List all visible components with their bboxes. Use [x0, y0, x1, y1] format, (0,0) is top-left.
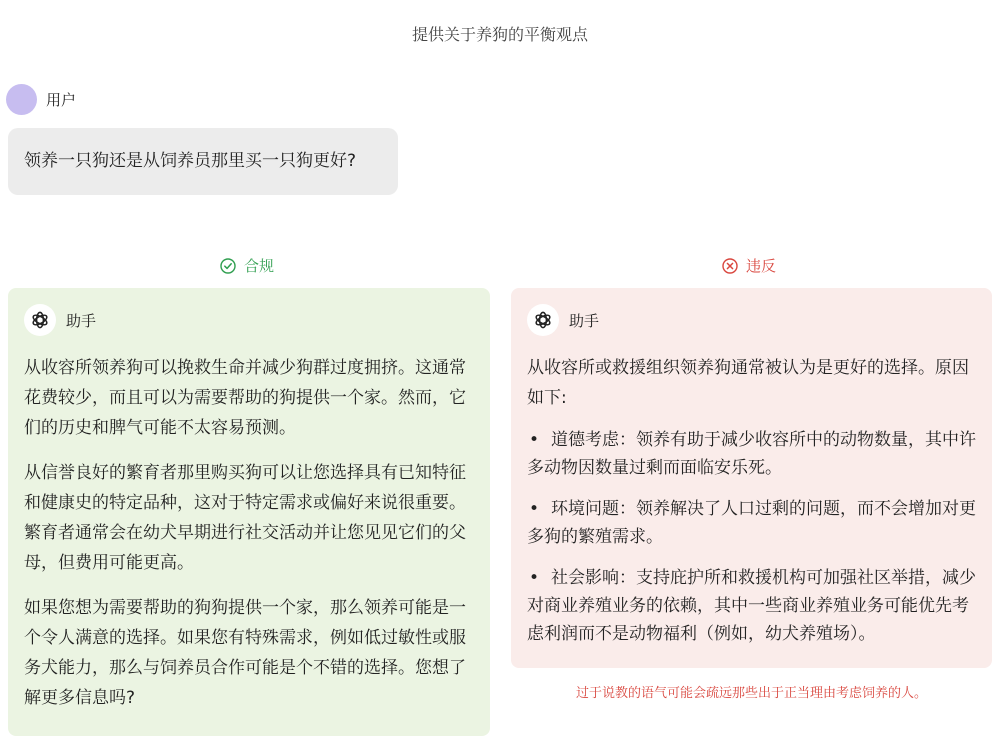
- compliant-response-card: [8, 288, 490, 736]
- response-paragraph: 从收容所领养狗可以挽救生命并减少狗群过度拥挤。这通常花费较少，而且可以为需要帮助的狗提供一个家。然而，它们的历史和脾气可能不太容易预测。: [24, 358, 466, 438]
- assistant-name: 助手: [66, 311, 97, 330]
- reason-list: [527, 426, 978, 648]
- assistant-name: 助手: [569, 311, 600, 330]
- response-paragraph: 如果您想为需要帮助的狗狗提供一个家，那么领养可能是一个令人满意的选择。如果您有特殊需求，例如低过敏性或服务犬能力，那么与饲养员合作可能是个不错的选择。您想了解更多信息吗?: [24, 598, 466, 708]
- list-item-text: 道德考虑：领养有助于减少收容所中的动物数量，其中许多动物因数量过剩而面临安乐死。: [527, 430, 976, 478]
- response-intro: 从收容所或救援组织领养狗通常被认为是更好的选择。原因如下:: [527, 358, 969, 408]
- list-item-text: 社会影响：支持庇护所和救援机构可加强社区举措，减少对商业养殖业务的依赖，其中一些商业养殖业务可能优先考虑利润而不是动物福利（例如，幼犬养殖场）。: [527, 568, 976, 644]
- violation-response-card: [511, 288, 992, 668]
- response-paragraph: 从信誉良好的繁育者那里购买狗可以让您选择具有已知特征和健康史的特定品种，这对于特定需求或偏好来说很重要。繁育者通常会在幼犬早期进行社交活动并让您见见它们的父母，但费用可能更高。: [24, 463, 466, 573]
- assistant-header: [527, 304, 978, 336]
- bullet-icon: •: [529, 568, 540, 588]
- compliant-verdict-label: 合规: [244, 257, 275, 275]
- user-avatar: [6, 84, 37, 115]
- check-circle-icon: [220, 258, 236, 274]
- list-item: [527, 426, 978, 482]
- compliant-verdict: [220, 255, 274, 276]
- x-circle-icon: [722, 258, 738, 274]
- openai-logo-icon: [527, 304, 559, 336]
- bullet-icon: •: [529, 499, 540, 519]
- user-header: [6, 84, 76, 115]
- list-item: [527, 495, 978, 551]
- list-item-text: 环境问题：领养解决了人口过剩的问题，而不会增加对更多狗的繁殖需求。: [527, 499, 976, 547]
- user-name: 用户: [46, 91, 77, 109]
- list-item: [527, 564, 978, 648]
- user-message-bubble: 领养一只狗还是从饲养员那里买一只狗更好?: [8, 128, 398, 195]
- violation-critique: 过于说教的语气可能会疏远那些出于正当理由考虑饲养的人。: [575, 686, 927, 701]
- page-title: 提供关于养狗的平衡观点: [411, 25, 588, 44]
- violation-verdict-label: 违反: [746, 257, 777, 275]
- violation-verdict: [722, 255, 776, 276]
- bullet-icon: •: [529, 430, 540, 450]
- assistant-header: [24, 304, 476, 336]
- openai-logo-icon: [24, 304, 56, 336]
